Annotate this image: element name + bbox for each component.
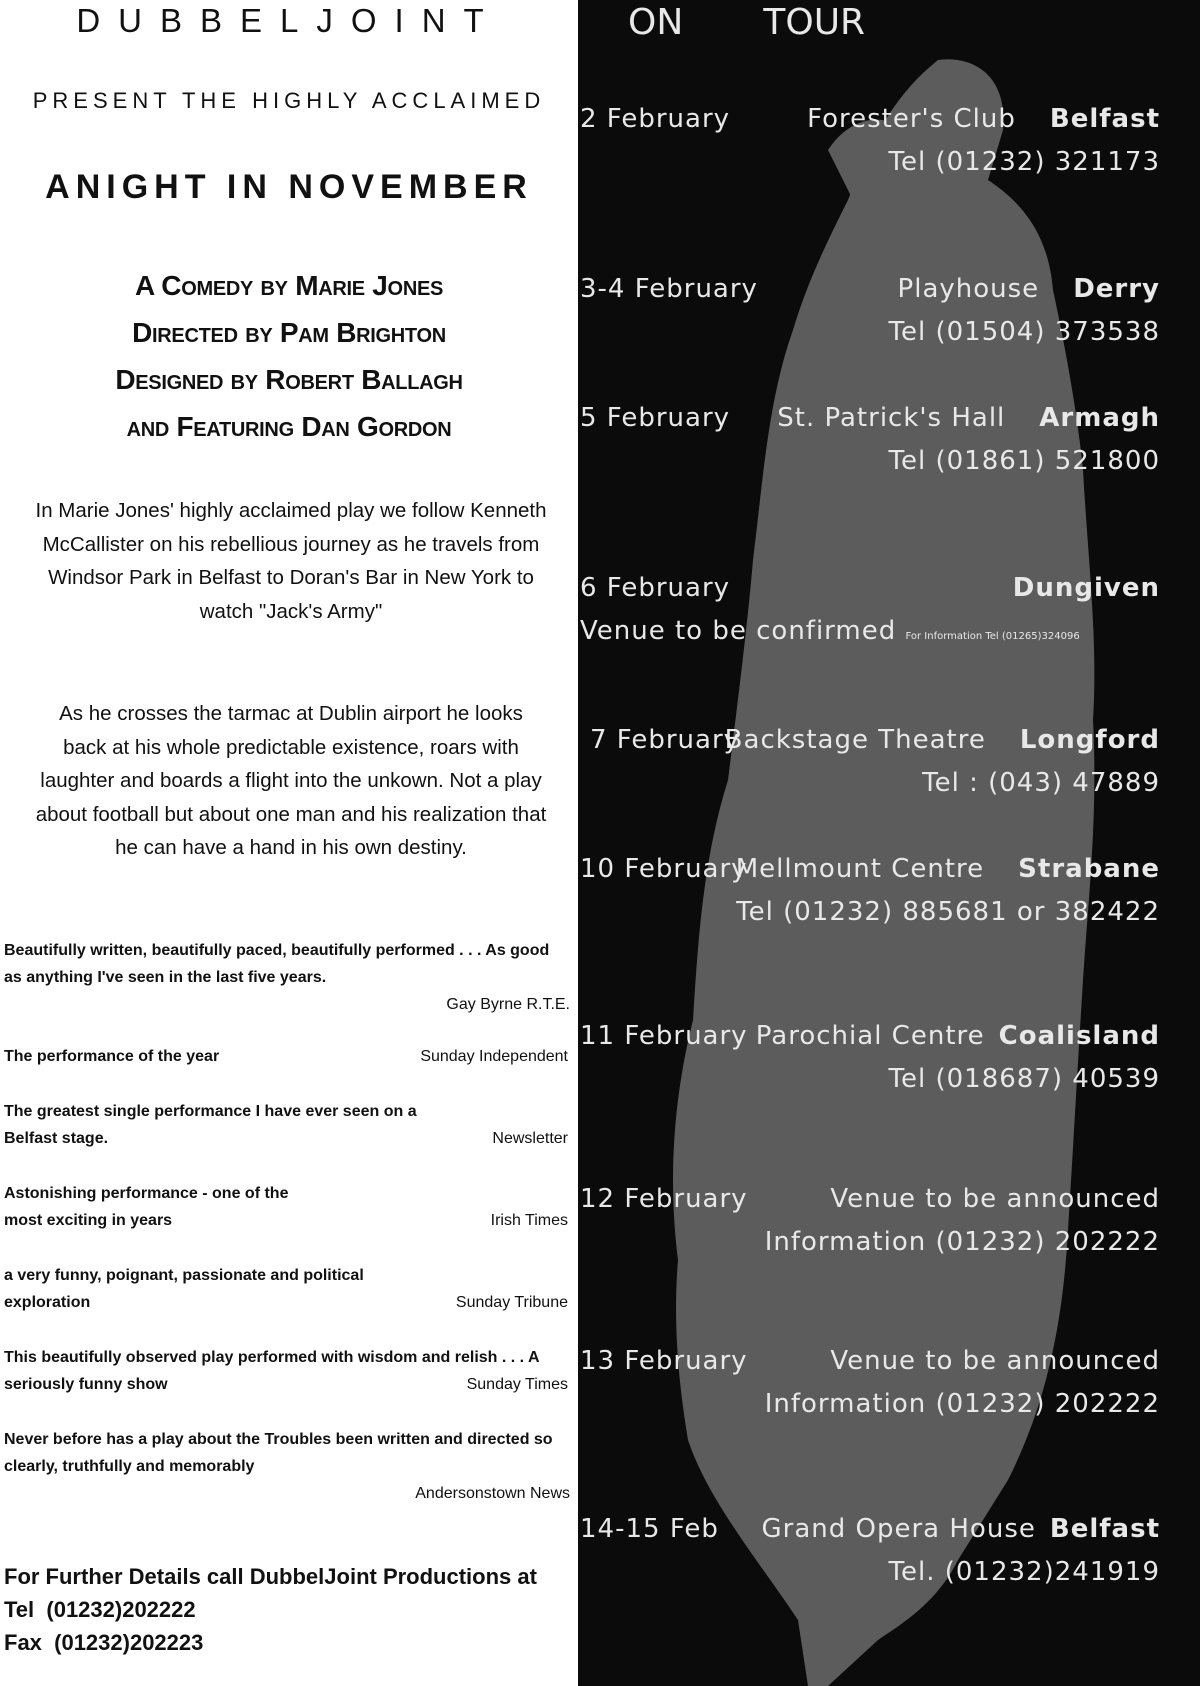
tour-venue-line (736, 854, 1160, 884)
tour-info: Venue to be confirmed (580, 616, 897, 646)
tour-date: 3-4 February (580, 274, 758, 304)
tour-town: Strabane (1018, 854, 1160, 884)
review-1 (4, 937, 570, 1018)
tour-town: Dungiven (1012, 573, 1160, 603)
tour-date: 5 February (580, 403, 731, 433)
flyer-left-panel (0, 0, 578, 1686)
tour-venue: Venue to be announced (830, 1184, 1160, 1214)
tour-info: Information (01232) 202222 (764, 1227, 1160, 1257)
tour-venue: Parochial Centre (755, 1021, 985, 1051)
tour-venue-line (807, 104, 1160, 134)
tour-info: Tel (01232) 321173 (888, 147, 1160, 177)
review-source: Sunday Tribune (455, 1294, 568, 1311)
tour-venue: Venue to be announced (830, 1346, 1160, 1376)
tour-date: 6 February (580, 573, 731, 603)
review-quote: Never before has a play about the Troubles been written and directed so clearly, truthfully and memorably (4, 1431, 553, 1475)
tour-venue: Playhouse (897, 274, 1040, 304)
tour-date: 11 February (580, 1021, 748, 1051)
tour-info: Tel. (01232)241919 (888, 1557, 1160, 1587)
company-name: DUBBELJOINT (76, 2, 502, 39)
review-quote: a very funny, poignant, passionate and political exploration (4, 1267, 364, 1311)
tour-venue-line (762, 1514, 1160, 1544)
tour-date: 7 February (590, 725, 741, 755)
tour-info-line (580, 616, 1080, 646)
tour-date: 13 February (580, 1346, 748, 1376)
tour-info-small: For Information Tel (01265)324096 (905, 631, 1080, 642)
contact-tel: Tel (01232)202222 (4, 1597, 196, 1622)
review-quote: The greatest single performance I have ever seen on a Belfast stage. (4, 1103, 417, 1147)
review-4 (4, 1180, 570, 1234)
review-source: Gay Byrne R.T.E. (446, 996, 570, 1013)
review-quote: Beautifully written, beautifully paced, beautifully performed . . . As good as anything I've seen in the last five years. (4, 942, 550, 986)
present-line: PRESENT THE HIGHLY ACCLAIMED (32, 88, 546, 113)
review-6 (4, 1344, 570, 1398)
contact-line: For Further Details call DubbelJoint Productions at (4, 1564, 537, 1589)
tour-town: Derry (1073, 274, 1160, 304)
tour-venue-line (777, 403, 1160, 433)
contact-details (4, 1560, 537, 1659)
credit-featuring: and Featuring Dan Gordon (126, 411, 452, 442)
contact-fax: Fax (01232)202223 (4, 1630, 204, 1655)
tour-date: 12 February (580, 1184, 748, 1214)
tour-info: Tel : (043) 47889 (922, 768, 1160, 798)
review-source: Andersonstown News (415, 1485, 570, 1502)
tour-venue-line (756, 1021, 1160, 1051)
tour-venue: Mellmount Centre (735, 854, 985, 884)
review-source: Sunday Times (466, 1376, 568, 1393)
review-quote: This beautifully observed play performed with wisdom and relish . . . A seriously funny show (4, 1349, 539, 1393)
tour-info: Information (01232) 202222 (764, 1389, 1160, 1419)
tour-venue: Forester's Club (807, 104, 1016, 134)
review-quote: Astonishing performance - one of the most exciting in years (4, 1185, 289, 1229)
tour-date: 2 February (580, 104, 731, 134)
review-source: Irish Times (490, 1212, 568, 1229)
credit-designer: Designed by Robert Ballagh (115, 364, 463, 395)
tour-info: Tel (01232) 885681 or 382422 (736, 897, 1160, 927)
review-quote: The performance of the year (4, 1048, 220, 1065)
tour-date: 10 February (580, 854, 748, 884)
figure-silhouette-icon (578, 0, 1200, 1686)
tour-venue: St. Patrick's Hall (777, 403, 1006, 433)
tour-venue: Backstage Theatre (724, 725, 986, 755)
credit-writer: A Comedy by Marie Jones (134, 270, 444, 301)
credit-director: Directed by Pam Brighton (132, 317, 446, 348)
tour-info: Tel (01504) 373538 (888, 317, 1160, 347)
tour-town: Longford (1019, 725, 1160, 755)
tour-panel (578, 0, 1200, 1686)
tour-venue: Grand Opera House (761, 1514, 1036, 1544)
tour-town: Belfast (1049, 104, 1160, 134)
tour-venue-line (898, 274, 1160, 304)
review-source: Newsletter (492, 1130, 568, 1147)
description-paragraph-2: As he crosses the tarmac at Dublin airport he looks back at his whole predictable existence, roars with laughter and boards a flight into the unkown. Not a play about football but about one man and his realization that he can have a hand in his own destiny. (35, 702, 547, 859)
review-5 (4, 1262, 570, 1316)
tour-town: Belfast (1049, 1514, 1160, 1544)
credits (0, 262, 578, 450)
tour-info: Tel (018687) 40539 (888, 1064, 1160, 1094)
tour-venue-line (725, 725, 1160, 755)
review-7 (4, 1426, 570, 1507)
description-paragraph-1: In Marie Jones' highly acclaimed play we follow Kenneth McCallister on his rebellious journey as he travels from Windsor Park in Belfast to Doran's Bar in New York to watch "Jack's Army" (35, 499, 547, 623)
play-title: ANIGHT IN NOVEMBER (45, 168, 533, 206)
review-2 (4, 1043, 570, 1070)
review-source: Sunday Independent (420, 1048, 568, 1065)
tour-town: Coalisland (998, 1021, 1160, 1051)
tour-venue-line (1013, 573, 1160, 603)
tour-info: Tel (01861) 521800 (888, 446, 1160, 476)
on-tour-heading: ON TOUR (628, 2, 866, 43)
tour-town: Armagh (1039, 403, 1160, 433)
review-3 (4, 1098, 570, 1152)
tour-date: 14-15 Feb (580, 1514, 719, 1544)
